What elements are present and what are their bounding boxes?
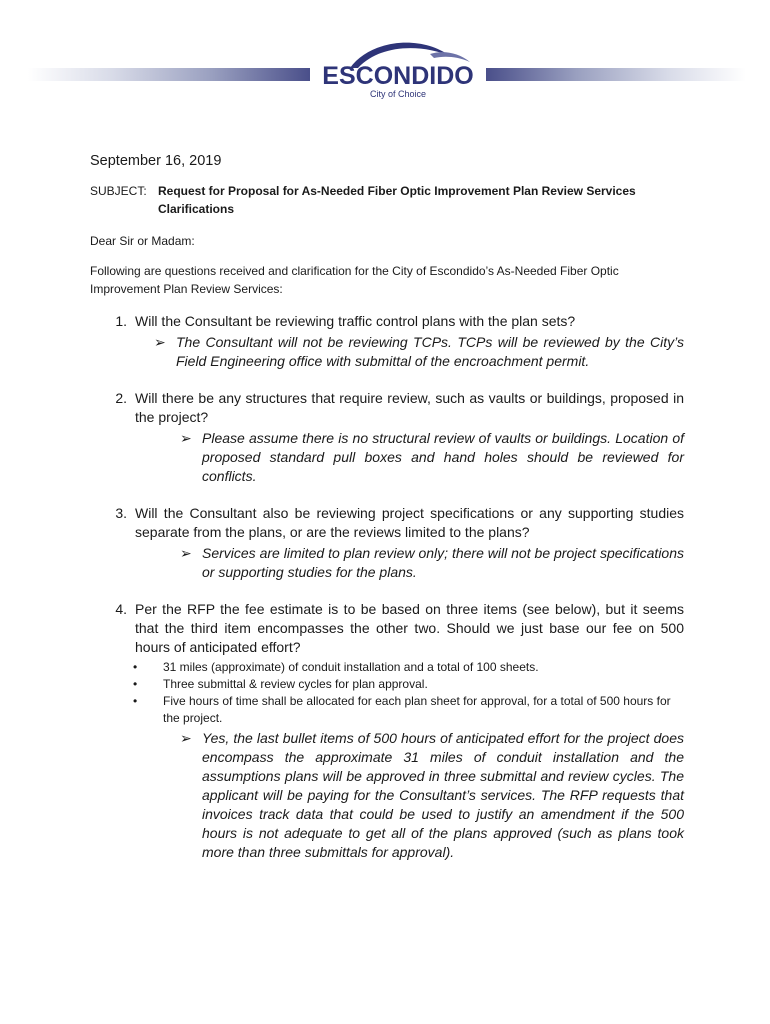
- subject-text-line2: Clarifications: [158, 202, 235, 216]
- question-text: Will the Consultant be reviewing traffic control plans with the plan sets?: [135, 313, 576, 329]
- arrow-bullet-icon: ➢: [180, 545, 192, 561]
- answer: [180, 429, 684, 486]
- subject-text: [158, 182, 636, 218]
- question-number: 2.: [115, 390, 127, 406]
- bullet-dot-icon: •: [133, 694, 138, 708]
- subject-line: [90, 182, 684, 218]
- arrow-bullet-icon: ➢: [180, 730, 192, 746]
- question-item: [90, 389, 684, 486]
- answer-text: Yes, the last bullet items of 500 hours of anticipated effort for the project does encompass the approximate 31 miles of conduit installation and the assumptions plans will be approved in three submittal and review cycles. The applicant will be paying for the Consultant’s services. The RFP requests that invoices track data that could be used to justify an amendment if the 500 hours is not adequate to get all of the plans approved (such as plans took more than three submittals for approval).: [202, 730, 684, 860]
- answer-text: The Consultant will not be reviewing TCPs. TCPs will be reviewed by the City’s Field Engineering office with submittal of the encroachment permit.: [176, 334, 684, 369]
- salutation: Dear Sir or Madam:: [90, 234, 195, 248]
- bullet-text: 31 miles (approximate) of conduit installation and a total of 100 sheets.: [163, 660, 539, 674]
- letter-body: [90, 152, 684, 880]
- answer: [180, 544, 684, 582]
- bullet-dot-icon: •: [133, 677, 138, 691]
- subject-text-line1: Request for Proposal for As-Needed Fiber Optic Improvement Plan Review Services: [158, 184, 636, 198]
- answer-text: Services are limited to plan review only; there will not be project specifications or supporting studies for the plans.: [202, 545, 684, 580]
- question-item: [90, 312, 684, 371]
- answer-text: Please assume there is no structural review of vaults or buildings. Location of proposed standard pull boxes and hand holes should be reviewed for conflicts.: [202, 430, 684, 484]
- answer: [180, 729, 684, 862]
- question-list: [90, 312, 684, 862]
- arrow-bullet-icon: ➢: [180, 430, 192, 446]
- question-text: Per the RFP the fee estimate is to be based on three items (see below), but it seems that the third item encompasses the other two. Should we just base our fee on 500 hours of anticipated effort?: [135, 601, 684, 655]
- logo-name: ESCONDIDO: [322, 62, 474, 90]
- intro-paragraph: Following are questions received and clarification for the City of Escondido’s As-Needed Fiber Optic Improvement Plan Review Services:: [90, 264, 619, 296]
- list-item: [133, 659, 684, 676]
- logo-tagline: City of Choice: [370, 89, 427, 99]
- question-number: 4.: [115, 601, 127, 617]
- letter-date: September 16, 2019: [90, 153, 222, 169]
- question-text: Will the Consultant also be reviewing project specifications or any supporting studies separate from the plans, or are the reviews limited to the plans?: [135, 505, 684, 540]
- subject-label: SUBJECT:: [90, 184, 147, 198]
- bullet-text: Three submittal & review cycles for plan approval.: [163, 677, 428, 691]
- list-item: [133, 676, 684, 693]
- question-item: [90, 600, 684, 862]
- bullet-text: Five hours of time shall be allocated for each plan sheet for approval, for a total of 500 hours for the project.: [163, 694, 671, 725]
- letterhead-rule-left: [28, 68, 310, 81]
- question-number: 1.: [115, 313, 127, 329]
- escondido-logo: [310, 34, 486, 104]
- arrow-bullet-icon: ➢: [154, 334, 166, 350]
- question-number: 3.: [115, 505, 127, 521]
- bullet-list: [133, 659, 684, 727]
- bullet-dot-icon: •: [133, 660, 138, 674]
- letterhead: [0, 0, 770, 110]
- answer: [154, 333, 684, 371]
- list-item: [133, 693, 684, 727]
- question-item: [90, 504, 684, 582]
- letterhead-rule-right: [486, 68, 746, 81]
- question-text: Will there be any structures that require review, such as vaults or buildings, proposed in the project?: [135, 390, 684, 425]
